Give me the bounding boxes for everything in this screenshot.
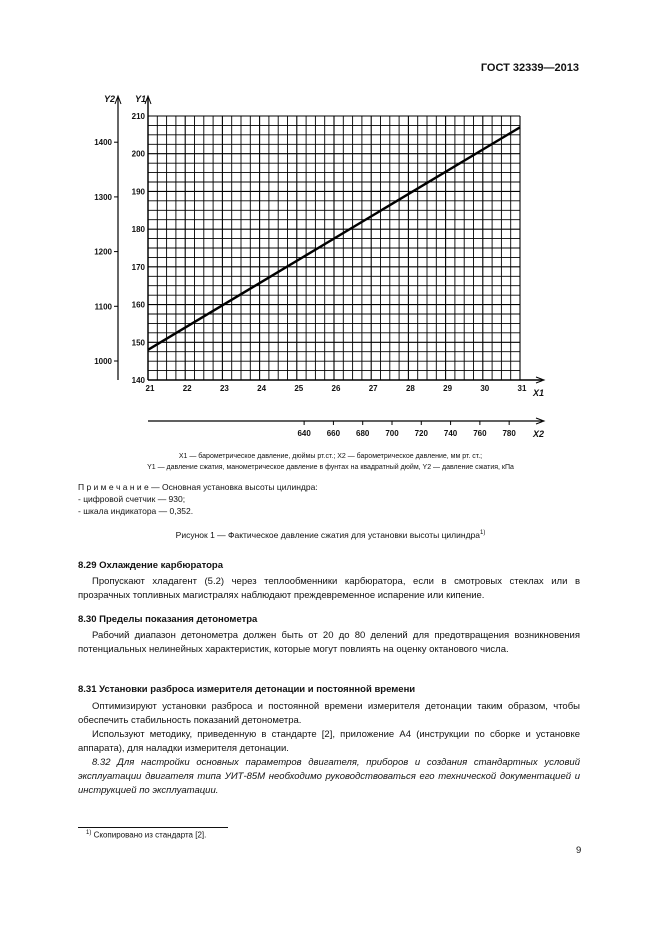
x1-axis-label: X1	[533, 388, 545, 398]
legend-line-2: Y1 — давление сжатия, манометрическое давление в фунтах на квадратный дюйм, Y2 — давление сжатия, кПа	[147, 464, 514, 471]
note-item-2: - шкала индикатора — 0,352.	[78, 506, 194, 516]
y2-tick-label: 1300	[94, 192, 112, 202]
x1-tick-label: 23	[219, 384, 229, 393]
y1-tick-label: 170	[131, 262, 145, 272]
note-line	[78, 482, 318, 493]
section-8-29-title: 8.29 Охлаждение карбюратора	[78, 560, 223, 571]
figure-caption: Рисунок 1 — Фактическое давление сжатия для установки высоты цилиндра$^{1)}$	[175, 530, 486, 540]
section-8-29-text: Пропускают хладагент (5.2) через теплообменники карбюратора, если в смотровых стеклах или в прозрачных топливных магистралях наблюдают преждевременное испарение или кипение.	[78, 576, 580, 601]
x1-tick-label: 31	[517, 384, 527, 393]
y2-tick-label: 1100	[94, 302, 112, 312]
y1-tick-label: 180	[131, 225, 145, 235]
x2-tick-label: 680	[356, 429, 370, 438]
x2-tick-labels	[297, 421, 516, 438]
x2-tick-label: 760	[473, 429, 487, 438]
y1-tick-label: 200	[131, 149, 145, 159]
y1-tick-labels	[132, 112, 146, 385]
x1-tick-label: 29	[443, 384, 453, 393]
y1-tick-label: 160	[131, 300, 145, 310]
compression-pressure-chart	[0, 0, 661, 460]
footnote-marker: 1)	[86, 830, 92, 836]
section-8-31-text-1: Оптимизируют установки разброса и постоянной времени измерителя детонации таким образом, чтобы обеспечить стабильность показаний детонометра.	[78, 701, 580, 726]
x2-tick-label: 780	[502, 429, 516, 438]
x1-tick-label: 26	[331, 384, 341, 393]
section-8-32-text: 8.32 Для настройки основных параметров двигателя, приборов и создания стандартных условий эксплуатации двигателя типа УИТ-85М необходимо руководствоваться его технической документацией и инструкцией по эксплуатации.	[78, 757, 580, 796]
legend-line-1: X1 — барометрическое давление, дюймы рт.ст.; X2 — барометрическое давление, мм рт. ст.;	[178, 453, 483, 460]
note-label: П р и м е ч а н и е	[78, 482, 149, 492]
section-8-30-text: Рабочий диапазон детонометра должен быть от 20 до 80 делений для предотвращения возникновения потенциальных нелинейных характеристик, которые могут повлиять на оценку октанового числа.	[78, 630, 580, 655]
y1-axis-label: Y1	[135, 94, 147, 104]
y2-tick-label: 1000	[94, 357, 112, 367]
x2-tick-label: 640	[297, 429, 311, 438]
document-code: ГОСТ 32339—2013	[480, 62, 579, 74]
page-number: 9	[576, 845, 582, 856]
x1-tick-label: 30	[480, 384, 490, 393]
x2-axis-label: X2	[533, 429, 545, 439]
y1-tick-label: 190	[131, 187, 145, 197]
chart-frame	[115, 96, 544, 424]
section-8-31-title: 8.31 Установки разброса измерителя детонации и постоянной времени	[78, 684, 416, 695]
footnote-text: Скопировано из стандарта [2].	[93, 830, 207, 840]
caption-footnote-ref: 1)	[480, 530, 486, 537]
y2-tick-label: 1400	[94, 138, 112, 148]
x1-tick-label: 25	[294, 384, 304, 393]
x2-tick-label: 700	[385, 429, 399, 438]
chart-grid	[148, 116, 520, 380]
x1-tick-label: 21	[145, 384, 155, 393]
y1-tick-label: 210	[131, 112, 145, 121]
y1-tick-label: 150	[131, 338, 145, 348]
note-text: — Основная установка высоты цилиндра:	[148, 482, 318, 492]
section-8-30-title: 8.30 Пределы показания детонометра	[78, 614, 258, 625]
x1-tick-labels	[146, 384, 527, 393]
x1-tick-label: 28	[405, 384, 415, 393]
y1-tick-label: 140	[131, 376, 145, 385]
y2-axis-label: Y2	[104, 94, 116, 104]
x2-tick-label: 660	[326, 429, 341, 438]
y2-tick-labels	[94, 138, 118, 366]
section-8-31-text-2: Используют методику, приведенную в стандарте [2], приложение А4 (инструкции по сборке и установке аппарата), для наладки измерителя детонации.	[78, 729, 580, 754]
note-item-1: - цифровой счетчик — 930;	[78, 494, 186, 504]
footnote-divider	[78, 827, 228, 828]
x1-tick-label: 24	[257, 384, 267, 393]
x2-tick-label: 740	[443, 429, 458, 438]
y2-tick-label: 1200	[94, 247, 112, 257]
x1-tick-label: 27	[368, 384, 378, 393]
x1-tick-label: 22	[182, 384, 192, 393]
footnote	[86, 830, 206, 840]
x2-tick-label: 720	[414, 429, 428, 438]
